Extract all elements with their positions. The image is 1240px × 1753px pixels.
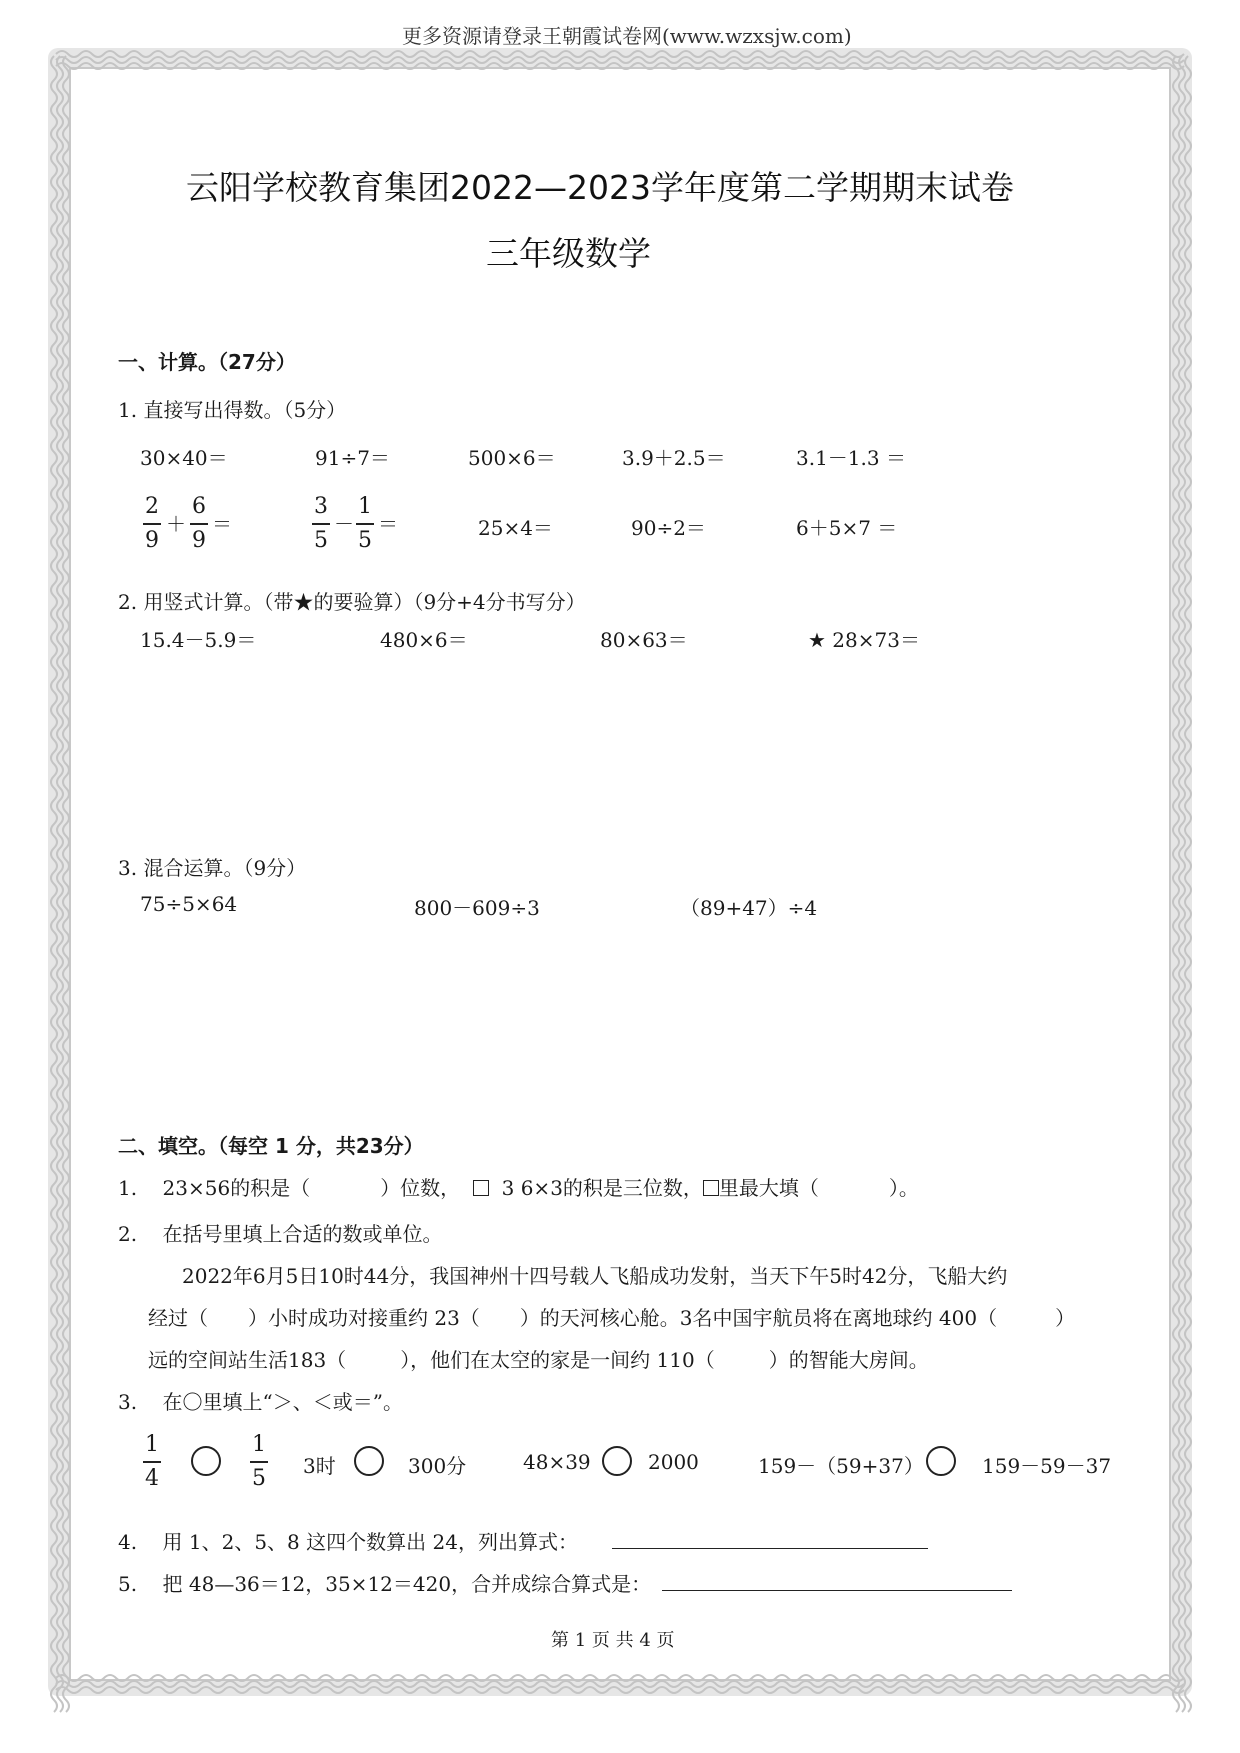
q1-item: 3.1－1.3 ＝ bbox=[796, 446, 906, 470]
exam-subtitle: 三年级数学 bbox=[486, 234, 651, 273]
q3-label: 3. 混合运算。（9分） bbox=[118, 856, 307, 880]
fill-q5: 5. 把 48—36＝12，35×12＝420，合并成综合算式是： bbox=[118, 1572, 652, 1596]
q1-item: 3.9＋2.5＝ bbox=[622, 446, 726, 470]
q3-item: 800－609÷3 bbox=[414, 896, 540, 920]
compare-right: 159－59－37 bbox=[982, 1454, 1112, 1478]
compare-circle[interactable] bbox=[191, 1446, 221, 1476]
fraction: 6 9 bbox=[192, 494, 206, 553]
operator: ＋ bbox=[166, 512, 186, 536]
q2-item: 80×63＝ bbox=[600, 628, 688, 652]
q2-item: 15.4－5.9＝ bbox=[140, 628, 257, 652]
fraction: 2 9 bbox=[145, 494, 159, 553]
q1-item: 90÷2＝ bbox=[631, 516, 706, 540]
compare-circle[interactable] bbox=[926, 1446, 956, 1476]
section1-heading: 一、计算。（27分） bbox=[118, 350, 296, 374]
q2-item: 480×6＝ bbox=[380, 628, 468, 652]
fill-q4: 4. 用 1、2、5、8 这四个数算出 24，列出算式： bbox=[118, 1530, 578, 1554]
fraction: 1 4 bbox=[145, 1432, 159, 1491]
q2-item: ★ 28×73＝ bbox=[808, 628, 920, 652]
q1-item: 30×40＝ bbox=[140, 446, 228, 470]
fraction: 1 5 bbox=[358, 494, 372, 553]
equals: ＝ bbox=[212, 512, 232, 536]
answer-line[interactable] bbox=[662, 1590, 1012, 1591]
fill-q1: 1. 23×56的积是（ ）位数， 3 6×3的积是三位数， 里最大填（ ）。 bbox=[118, 1176, 919, 1200]
fill-q2-label: 2. 在括号里填上合适的数或单位。 bbox=[118, 1222, 443, 1246]
q1-item: 6＋5×7 ＝ bbox=[796, 516, 898, 540]
q1-item: 91÷7＝ bbox=[315, 446, 390, 470]
fraction: 3 5 bbox=[314, 494, 328, 553]
q3-item: （89+47）÷4 bbox=[680, 896, 818, 920]
q3-item: 75÷5×64 bbox=[140, 892, 238, 916]
compare-right: 300分 bbox=[408, 1454, 467, 1478]
exam-title: 云阳学校教育集团2022—2023学年度第二学期期末试卷 bbox=[186, 168, 1014, 207]
fraction: 1 5 bbox=[252, 1432, 266, 1491]
q1-item: 500×6＝ bbox=[468, 446, 556, 470]
blank-box bbox=[703, 1180, 719, 1196]
fill-q2-line2: 经过（ ）小时成功对接重约 23（ ）的天河核心舱。3名中国宇航员将在离地球约 400（ ） bbox=[148, 1306, 1076, 1330]
compare-left: 3时 bbox=[303, 1454, 336, 1478]
compare-circle[interactable] bbox=[602, 1446, 632, 1476]
q1-item: 25×4＝ bbox=[478, 516, 553, 540]
compare-circle[interactable] bbox=[354, 1446, 384, 1476]
compare-left: 48×39 bbox=[523, 1450, 591, 1474]
answer-line[interactable] bbox=[612, 1548, 928, 1549]
fill-q3-label: 3. 在〇里填上“＞、＜或＝”。 bbox=[118, 1390, 403, 1414]
q2-label: 2. 用竖式计算。（带★的要验算）（9分+4分书写分） bbox=[118, 590, 586, 614]
page-footer: 第 1 页 共 4 页 bbox=[551, 1630, 675, 1651]
section2-heading: 二、填空。（每空 1 分，共23分） bbox=[118, 1134, 424, 1158]
q1-label: 1. 直接写出得数。（5分） bbox=[118, 398, 347, 422]
blank-box bbox=[473, 1180, 489, 1196]
site-header: 更多资源请登录王朝霞试卷网(www.wzxsjw.com) bbox=[402, 24, 852, 48]
fill-q2-line3: 远的空间站生活183（ ），他们在太空的家是一间约 110（ ）的智能大房间。 bbox=[148, 1348, 929, 1372]
compare-right: 2000 bbox=[648, 1450, 699, 1474]
compare-left: 159－（59+37） bbox=[758, 1454, 924, 1478]
fill-q2-line1: 2022年6月5日10时44分，我国神州十四号载人飞船成功发射，当天下午5时42分，飞船大约 bbox=[182, 1264, 1008, 1288]
operator: － bbox=[334, 512, 354, 536]
equals: ＝ bbox=[378, 512, 398, 536]
